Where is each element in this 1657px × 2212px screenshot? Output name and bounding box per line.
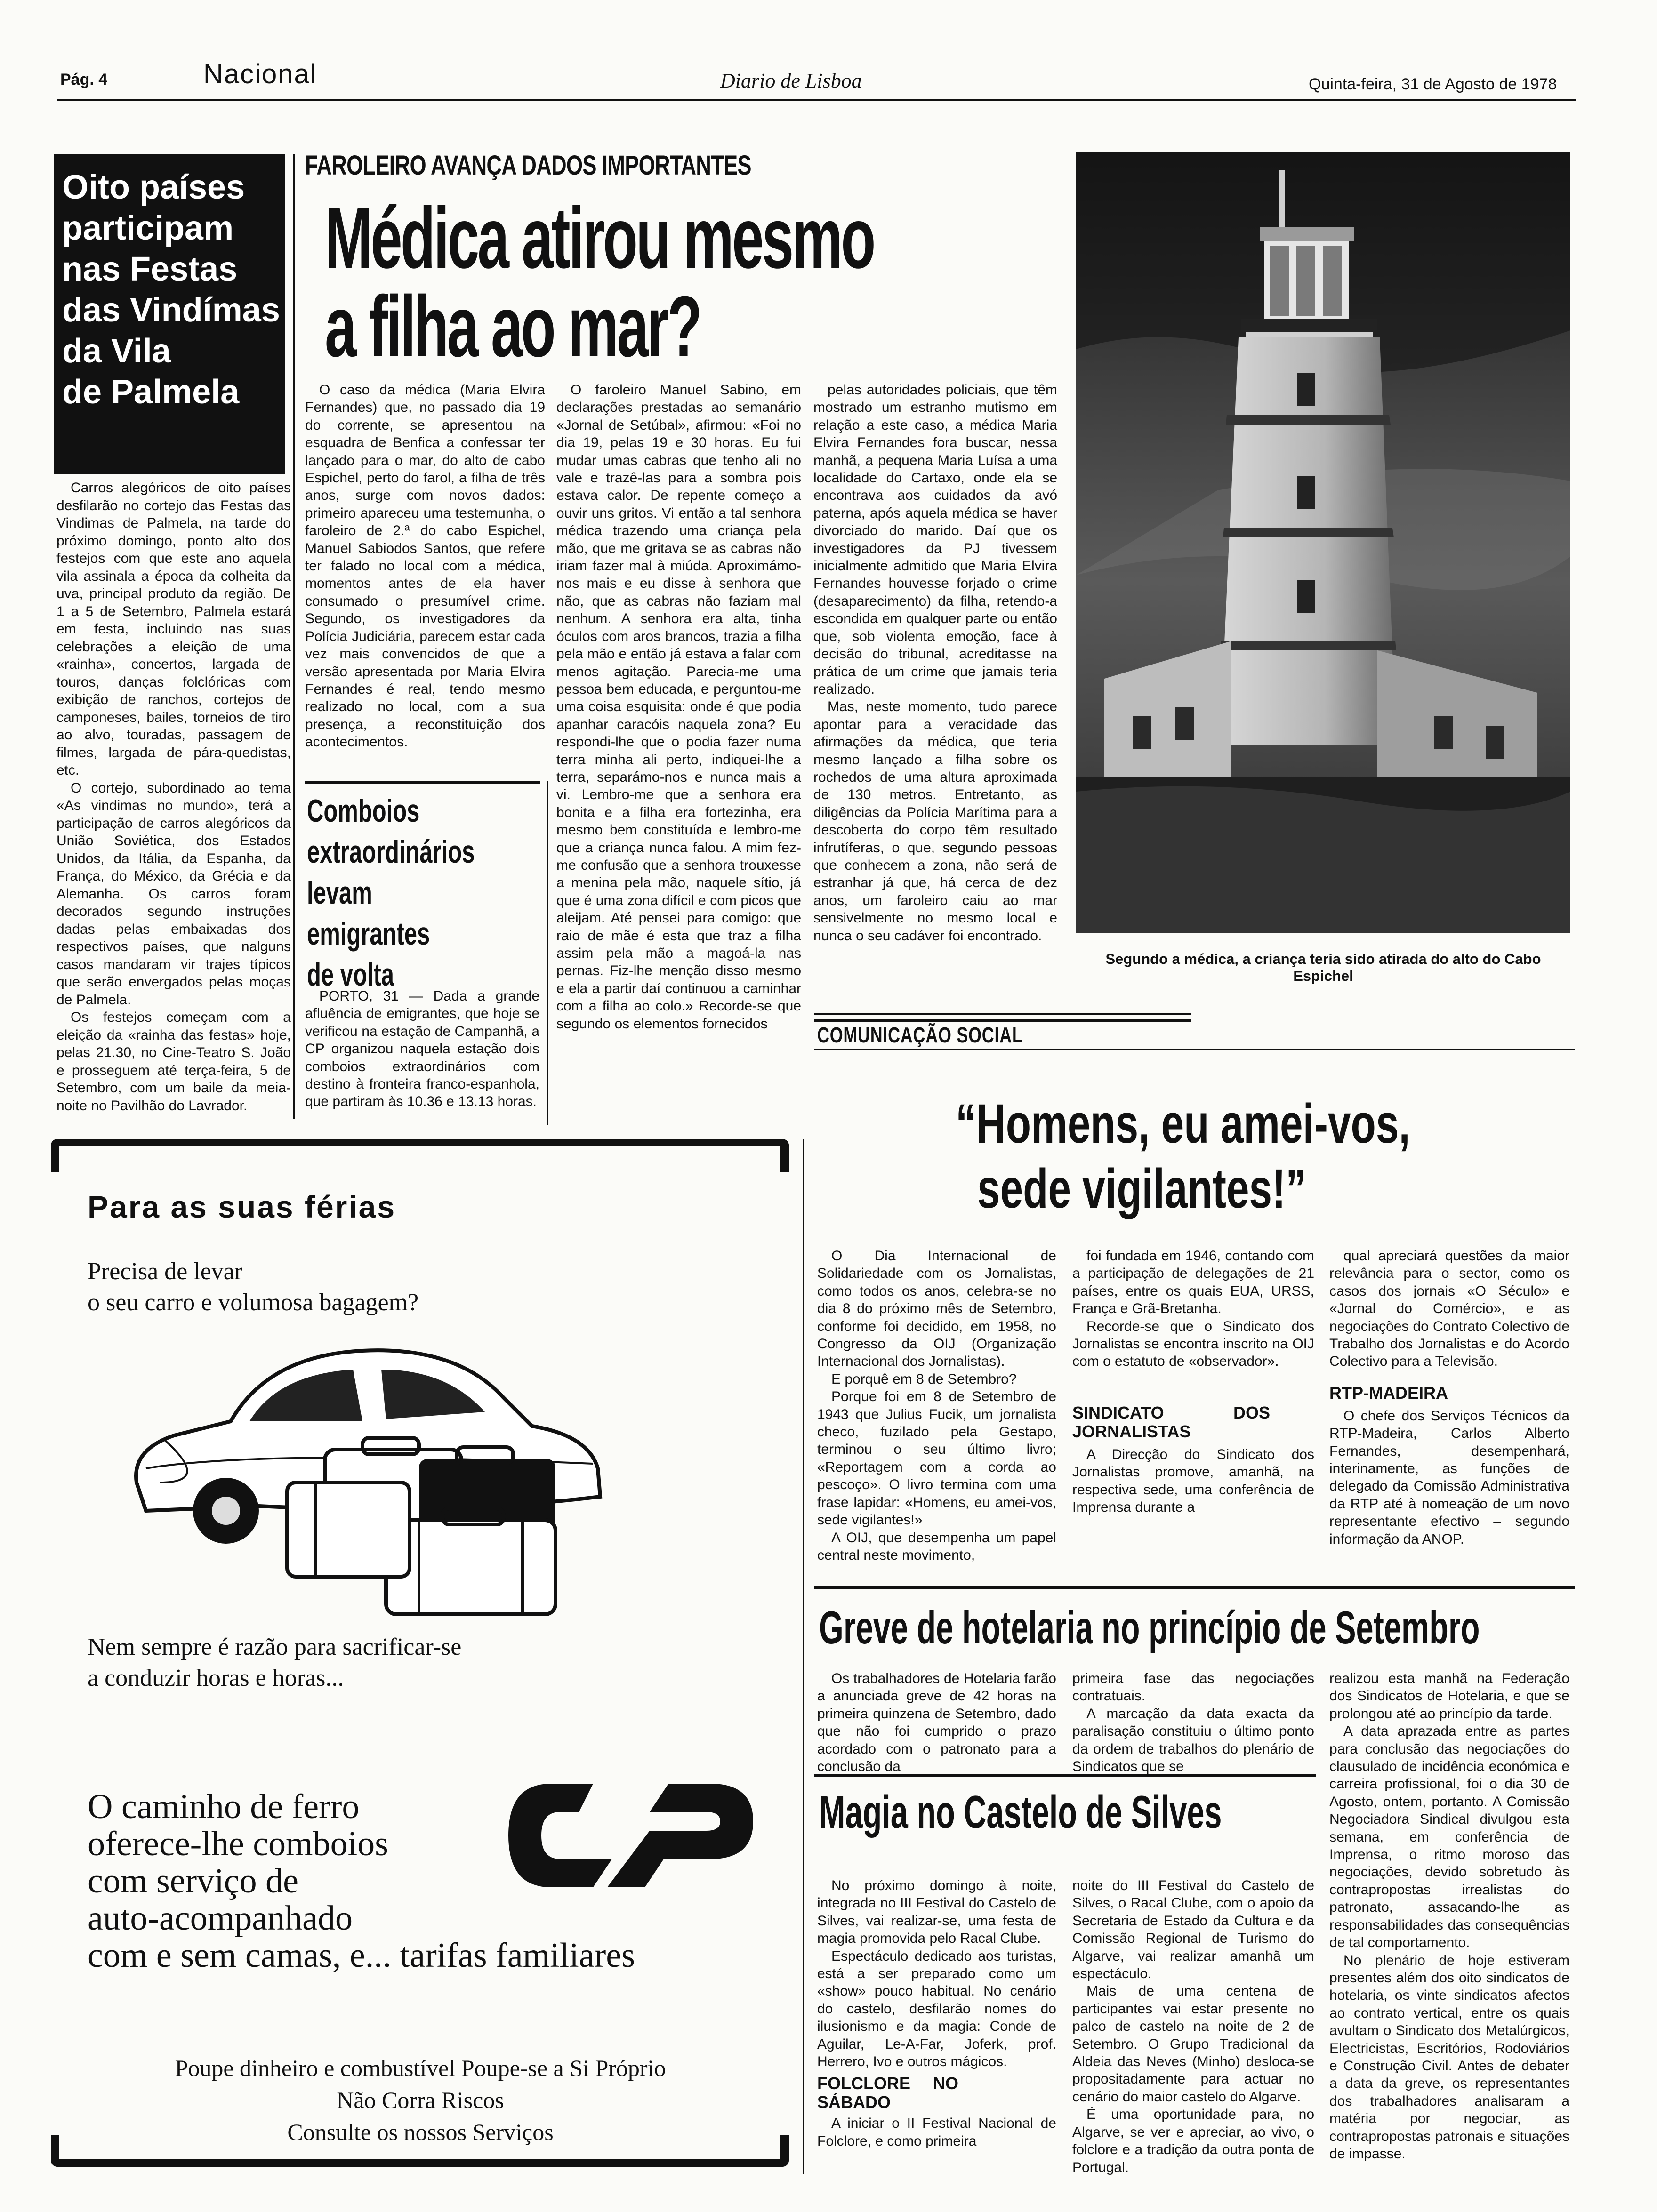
medica-col3-paragraph: Mas, neste momento, tudo parece apontar para a veracidade das afirmações da médica, que teria mesmo lançado a filha sobre os rochedos de uma altura aproximada de 130 metros. Entretanto, as diligências da Polícia Marítima para a descoberta do corpo têm resultado infrutíferas, o que, segundo pessoas que conhecem a zona, não será de estranhar já que, há cerca de dez anos, um faroleiro caiu ao mar sensivelmente no mesmo local e nunca o seu cadáver foi encontrado. xyxy=(813,699,1057,944)
comunicacao-paragraph: A Direcção do Sindicato dos Jornalistas promove, amanhã, na respectiva sede, uma conferência de Imprensa durante a xyxy=(1072,1446,1314,1515)
ad-bottom-left-corner xyxy=(51,2135,59,2167)
magia-paragraph: É uma oportunidade para, no Algarve, se ver e apreciar, ao vivo, o folclore e a tradição da outra ponta de Portugal. xyxy=(1072,2107,1314,2175)
greve-paragraph: realizou esta manhã na Federação dos Sindicatos de Hotelaria, e que se prolongou até ao princípio da tarde. xyxy=(1329,1671,1569,1722)
ad-footer-line: Poupe dinheiro e combustível Poupe-se a Si Próprio xyxy=(175,2055,666,2081)
column-divider xyxy=(293,154,295,1119)
medica-col1-paragraph: O caso da médica (Maria Elvira Fernandes) que, no passado dia 19 do corrente, se apresentou na esquadra de Benfica a confessar ter lançado para o mar, do alto de cabo Espichel, perto do farol, a filha de três anos, surge com novos dados: primeiro apareceu uma testemunha, o faroleiro de 2.ª do cabo Espichel, Manuel Sabiodos Santos, que refere ter falado no local com a médica, momentos antes de ela haver consumado o presumível crime. Segundo, os investigadores da Polícia Judiciária, parecem estar cada vez mais convencidos de que a versão apresentada por Maria Elvira Fernandes é real, tendo mesmo realizado no local, com a sua presença, a reconstituição dos acontecimentos. xyxy=(305,382,545,750)
comboios-title-line: extraordinários xyxy=(307,834,475,870)
column-divider xyxy=(547,781,548,1125)
greve-paragraph: Os trabalhadores de Hotelaria farão a anunciada greve de 42 horas na primeira quinzena de Setembro, dado que não foi cumprido o prazo acordado com o patronato para a conclusão da xyxy=(817,1671,1056,1775)
comunicacao-paragraph: O chefe dos Serviços Técnicos da RTP-Madeira, Carlos Alberto Fernandes, desempenhará, interinamente, as funções de delegado da Comissão Administrativa da RTP até à nomeação de um novo representante efectivo – segundo informação da ANOP. xyxy=(1329,1408,1569,1547)
palmela-paragraph: O cortejo, subordinado ao tema «As vindimas no mundo», terá a participação de carros alegóricos da União Soviética, dos Estados Unidos, da Itália, da Espanha, da França, do México, da Grécia e da Alemanha. Os carros foram decorados segundo instruções dadas pelas embaixadas dos respectivos países, que nalguns casos mandaram vir trajes típicos que serão envergados pelas moças de Palmela. xyxy=(56,780,291,1008)
comboios-paragraph: PORTO, 31 — Dada a grande afluência de emigrantes, que hoje se verificou na estação de Campanhã, a CP organizou naquela estação dois comboios extraordinários com destino à fronteira franco-espanhola, que partiram às 10.36 e 13.13 horas. xyxy=(305,988,539,1110)
ad-footer-line: Não Corra Riscos xyxy=(337,2087,504,2113)
ad-top-right-corner xyxy=(780,1139,789,1172)
greve-paragraph: primeira fase das negociações contratuais. xyxy=(1072,1671,1314,1704)
magia-paragraph: noite do III Festival do Castelo de Silves, o Racal Clube, com o apoio da Secretaria de Estado da Cultura e da Comissão Regional de Turismo do Algarve, vai realizar amanhã um espectáculo. xyxy=(1072,1878,1314,1982)
lighthouse-photo xyxy=(1076,152,1570,933)
comunicacao-paragraph: A OIJ, que desempenha um papel central neste movimento, xyxy=(817,1530,1056,1563)
ad-top-left-corner xyxy=(51,1139,59,1172)
magia-paragraph: No próximo domingo à noite, integrada no III Festival do Castelo de Silves, vai realizar-se, uma festa de magia promovida pelo Racal Clube. xyxy=(817,1878,1056,1947)
comunicacao-paragraph: Recorde-se que o Sindicato dos Jornalistas se encontra inscrito na OIJ com o estatuto de «observador». xyxy=(1072,1318,1314,1370)
section-rule xyxy=(814,1049,1575,1050)
comunicacao-headline-line2: sede vigilantes!” xyxy=(977,1158,1306,1220)
car-luggage-illustration xyxy=(118,1327,635,1628)
medica-col3 xyxy=(813,381,1057,945)
page-number: Pág. 4 xyxy=(60,71,108,88)
greve-headline: Greve de hotelaria no princípio de Setembro xyxy=(819,1602,1480,1653)
ad-bottom-border xyxy=(51,2159,789,2167)
comboios-title-line: Comboios xyxy=(307,793,420,829)
comboios-top-rule xyxy=(305,781,540,784)
comunicacao-paragraph: qual apreciará questões da maior relevância para o sector, como os casos dos jornais «O Século» e «Jornal do Comércio», e as negociações do Contrato Colectivo de Trabalho dos Jornalistas e do Acordo Colectivo para a Televisão. xyxy=(1329,1248,1569,1370)
palmela-title-line: da Vila xyxy=(62,332,171,370)
comboios-title xyxy=(307,791,475,995)
column-divider xyxy=(803,1139,804,2174)
comunicacao-col3 xyxy=(1329,1247,1569,1548)
ad-middle-line2: a conduzir horas e horas... xyxy=(88,1665,344,1691)
medica-headline-line1: Médica atirou mesmo xyxy=(325,189,874,286)
ad-pitch-line: oferece-lhe comboios xyxy=(88,1825,388,1863)
ad-pitch-line: auto-acompanhado xyxy=(88,1899,353,1938)
page-date: Quinta-feira, 31 de Agosto de 1978 xyxy=(1309,75,1557,93)
ad-bottom-right-corner xyxy=(780,2135,789,2167)
medica-col1 xyxy=(305,381,545,751)
palmela-paragraph: Os festejos começam com a eleição da «rainha das festas» hoje, pelas 21.30, no Cine-Teatro S. João e prosseguem até terça-feira, 5 de Setembro, com um baile da meia-noite no Pavilhão do Lavrador. xyxy=(56,1010,291,1114)
section-rule xyxy=(814,1019,1191,1022)
rtp-subhead: RTP-MADEIRA xyxy=(1329,1383,1448,1403)
magia-paragraph: Mais de uma centena de participantes vai estar presente no palco de castelo na noite de 2 de Setembro. O Grupo Tradicional da Aldeia das Neves (Minho) desloca-se propositadamente para actuar no cenário do maior castelo do Algarve. xyxy=(1072,1983,1314,2105)
comboios-title-line: emigrantes xyxy=(307,916,430,952)
comunicacao-paragraph: E porquê em 8 de Setembro? xyxy=(831,1371,1017,1387)
greve-col2 xyxy=(1072,1670,1314,1775)
medica-col2 xyxy=(556,381,801,1033)
magia-paragraph: Espectáculo dedicado aos turistas, está a ser preparado como um «show» pouco habitual. No cenário do castelo, desfilarão nomes do ilusionismo e da magia: Conde de Aguilar, Le-A-Far, Joferk, prof. Herrero, Ivo e outros mágicos. xyxy=(817,1948,1056,2070)
photo-caption: Segundo a médica, a criança teria sido atirada do alto do Cabo Espichel xyxy=(1105,951,1541,984)
section-name: Nacional xyxy=(203,59,317,89)
medica-kicker: FAROLEIRO AVANÇA DADOS IMPORTANTES xyxy=(305,150,751,181)
lighthouse-image xyxy=(1076,152,1570,933)
sindicato-subhead: SINDICATO DOS JORNALISTAS xyxy=(1072,1403,1270,1441)
ad-pitch-line: com serviço de xyxy=(88,1862,298,1900)
folclore-subhead: FOLCLORE NO SÁBADO xyxy=(817,2074,958,2112)
palmela-title-line: Oito países xyxy=(62,168,245,206)
comunicacao-paragraph: O Dia Internacional de Solidariedade com os Jornalistas, como todos os anos, celebra-se no dia 8 do próximo mês de Setembro, conforme foi decidido, em 1958, no Congresso da OIJ (Organização Internacional dos Jornalistas). xyxy=(817,1248,1056,1370)
car-luggage-image xyxy=(118,1327,635,1628)
comunicacao-paragraph: Porque foi em 8 de Setembro de 1943 que Julius Fucik, um jornalista checo, fuzilado pela Gestapo, terminou o seu último livro; «Reportagem com a corda ao pescoço». O livro termina com uma frase lapidar: «Homens, eu amei-vos, sede vigilantes!» xyxy=(817,1389,1056,1528)
comboios-title-line: de volta xyxy=(307,957,394,993)
greve-top-rule xyxy=(814,1586,1575,1589)
comunicacao-paragraph: foi fundada em 1946, contando com a participação de delegações de 21 países, entre os quais EUA, URSS, França e Grã-Bretanha. xyxy=(1072,1248,1314,1317)
greve-col3 xyxy=(1329,1670,1569,2163)
magia-top-rule xyxy=(814,1774,1316,1777)
greve-col1 xyxy=(817,1670,1056,1775)
comunicacao-headline-line1: “Homens, eu amei-vos, xyxy=(956,1093,1410,1155)
ad-headline: Para as suas férias xyxy=(88,1189,396,1224)
palmela-title-line: de Palmela xyxy=(62,373,240,411)
ad-pitch-line: O caminho de ferro xyxy=(88,1787,360,1826)
medica-headline-line2: a filha ao mar? xyxy=(325,278,700,375)
ad-footer-line: Consulte os nossos Serviços xyxy=(287,2119,554,2145)
medica-col3-paragraph: pelas autoridades policiais, que têm mostrado um estranho mutismo em relação a este caso, a médica Maria Elvira Fernandes fora buscar, nessa manhã, a pequena Maria Luísa a uma localidade do Cartaxo, onde ela se encontrava aos cuidados da avó paterna, após aquela médica se haver divorciado do marido. Daí que os investigadores da PJ tivessem inicialmente admitido que Maria Elvira Fernandes houvesse forjado o crime (desaparecimento) da filha, retendo-a escondida em qualquer parte ou então que, sob violenta emoção, face à decisão do tribunal, acreditasse na prática de um crime que jamais teria realizado. xyxy=(813,382,1057,697)
magia-paragraph: A iniciar o II Festival Nacional de Folclore, e como primeira xyxy=(817,2116,1056,2149)
comunicacao-col2 xyxy=(1072,1247,1314,1516)
greve-paragraph: A marcação da data exacta da paralisação constituiu o último ponto da ordem de trabalhos do plenário de Sindicatos que se xyxy=(1072,1706,1314,1775)
palmela-body xyxy=(56,479,291,1114)
magia-col2 xyxy=(1072,1877,1314,2176)
header-rule xyxy=(57,99,1576,101)
palmela-title-line: nas Festas xyxy=(62,250,238,288)
magia-headline: Magia no Castelo de Silves xyxy=(819,1786,1222,1838)
comunicacao-col1 xyxy=(817,1247,1056,1564)
ad-question-line1: Precisa de levar xyxy=(88,1258,243,1285)
palmela-title-line: das Vindímas xyxy=(62,291,280,329)
magia-col1 xyxy=(817,1877,1056,2150)
comunicacao-section: COMUNICAÇÃO SOCIAL xyxy=(817,1023,1023,1047)
greve-paragraph: A data aprazada entre as partes para conclusão das negociações do clausulado de incidência económica e carreira profissional, foi o dia 30 de Agosto, ontem, portanto. A Comissão Negociadora Sindical divulgou esta semana, em conferência de Imprensa, o ritmo moroso das negociações, devido sobretudo às contrapropostas irrealistas do patronato, assacando-lhe as responsabilidades das consequências de tal comportamento. xyxy=(1329,1723,1569,1951)
comboios-title-line: levam xyxy=(307,875,372,911)
ad-pitch-line: com e sem camas, e... tarifas familiares xyxy=(88,1936,635,1975)
cp-logo xyxy=(499,1774,763,1897)
masthead: Diario de Lisboa xyxy=(720,69,862,92)
palmela-paragraph: Carros alegóricos de oito países desfilarão no cortejo das Festas das Vindimas de Palmela, na tarde do próximo domingo, ponto alto dos festejos com que este ano aquela vila assinala a época da colheita da uva, principal produto da região. De 1 a 5 de Setembro, Palmela estará em festa, incluindo nas suas celebrações a eleição de uma «rainha», concertos, largada de touros, danças folclóricas com exibição de ranchos, cortejos de camponeses, bailes, torneios de tiro ao alvo, touradas, passagem de filmes, largada de pára-quedistas, etc. xyxy=(56,480,291,778)
ad-question-line2: o seu carro e volumosa bagagem? xyxy=(88,1289,419,1316)
section-rule xyxy=(814,1013,1191,1015)
ad-top-border xyxy=(51,1139,789,1146)
medica-col2-paragraph: O faroleiro Manuel Sabino, em declarações prestadas ao semanário «Jornal de Setúbal», afirmou: «Foi no dia 19, pelas 19 e 30 horas. Eu fui mudar umas cabras que tenho ali no vale e trazê-las para a sombra pois estava calor. De repente começo a ouvir uns gritos. Vi então a tal senhora médica trazendo uma criança pela mão, que me gritava se as cabras não iriam fazer mal à miúda. Aproximámo-nos mais e eu disse à senhora que não, que as cabras não faziam mal nenhum. A senhora era alta, tinha óculos com aros brancos, trazia a filha pela mão e então já estava a falar com menos agitação. Parecia-me uma pessoa bem educada, e perguntou-me uma coisa esquisita: onde é que podia apanhar caracóis naquela zona? Eu respondi-lhe que o podia fazer numa terra minha ali perto, indiquei-lhe a terra, separámo-nos e nunca mais a vi. Lembro-me que a senhora era bonita e a filha era fortezinha, era mesmo bem constituída e lembro-me que a criança nunca falou. A mim fez-me confusão que a senhora trouxesse a menina pela mão, naquele sítio, já que é uma zona difícil e com picos que aleijam. Até pensei para comigo: que raio de mãe é esta que traz a filha assim pela mão a magoá-la nas pernas. Fiz-lhe menção disso mesmo e ela a partir daí continuou a caminhar com a filha ao colo.» Recorde-se que segundo os elementos fornecidos xyxy=(556,382,801,1032)
cp-logo-icon xyxy=(499,1774,763,1897)
greve-paragraph: No plenário de hoje estiveram presentes além dos oito sindicatos de hotelaria, os vinte sindicatos afectos ao contrato vertical, entre os quais avultam o Sindicato dos Metalúrgicos, Electricistas, Escritórios, Rodoviários e Construção Civil. Antes de debater a data da greve, os representantes dos trabalhadores analisaram a matéria por negociar, as contrapropostas patronais e situações de impasse. xyxy=(1329,1952,1569,2162)
comboios-body xyxy=(305,987,539,1111)
ad-middle-line1: Nem sempre é razão para sacrificar-se xyxy=(88,1634,462,1660)
palmela-title xyxy=(62,167,283,413)
palmela-title-line: participam xyxy=(62,209,234,247)
ad-footer xyxy=(52,2052,789,2148)
